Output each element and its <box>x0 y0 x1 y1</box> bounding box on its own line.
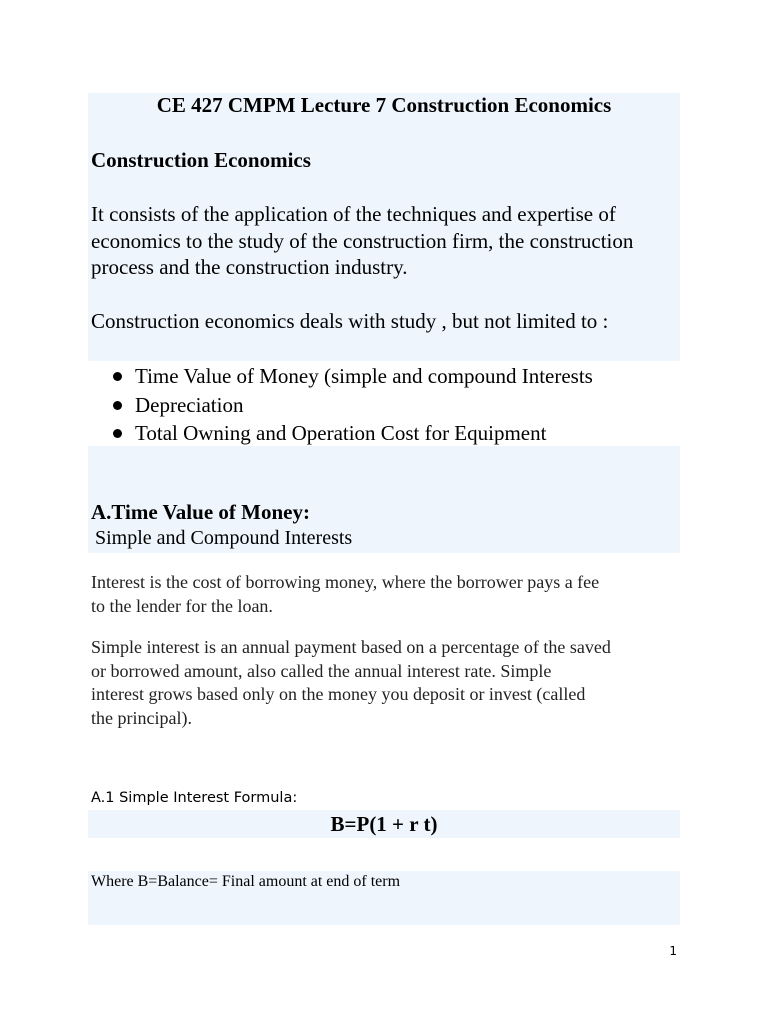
intro-line: economics to the study of the construction firm, the construction <box>91 228 634 253</box>
simple-interest-line: the principal). <box>91 707 192 728</box>
page-number: 1 <box>669 944 677 958</box>
list-item-label: Depreciation <box>135 392 244 417</box>
intro-line: process and the construction industry. <box>91 255 408 279</box>
list-item <box>108 419 593 448</box>
formula-label: A.1 Simple Interest Formula: <box>91 790 298 806</box>
bullet-icon <box>113 372 122 381</box>
list-item-label: Total Owning and Operation Cost for Equipment <box>135 421 547 445</box>
list-item-label: Time Value of Money (simple and compound Interests <box>135 364 593 388</box>
interest-line: Interest is the cost of borrowing money, where the borrower pays a fee <box>91 572 600 592</box>
simple-interest-line: or borrowed amount, also called the annual interest rate. Simple <box>91 660 552 681</box>
formula-definition: Where B=Balance= Final amount at end of term <box>91 873 401 890</box>
list-item <box>108 362 593 391</box>
interest-line: to the lender for the loan. <box>91 595 273 616</box>
bullet-icon <box>113 429 122 438</box>
intro-line: It consists of the application of the techniques and expertise of <box>91 202 616 226</box>
topic-list <box>108 362 593 448</box>
simple-interest-line: interest grows based only on the money you deposit or invest (called <box>91 684 586 704</box>
page-title: CE 427 CMPM Lecture 7 Construction Economics <box>156 93 612 117</box>
section-a-heading: A.Time Value of Money: <box>91 500 310 524</box>
section-subheading: Construction Economics <box>91 148 311 172</box>
simple-interest-formula: B=P(1 + r t) <box>330 812 438 836</box>
section-a-subheading: Simple and Compound Interests <box>95 527 353 549</box>
list-item <box>108 391 593 420</box>
deals-with-paragraph: Construction economics deals with study , but not limited to : <box>91 309 609 333</box>
simple-interest-line: Simple interest is an annual payment based on a percentage of the saved <box>91 637 611 657</box>
bullet-icon <box>113 401 122 410</box>
